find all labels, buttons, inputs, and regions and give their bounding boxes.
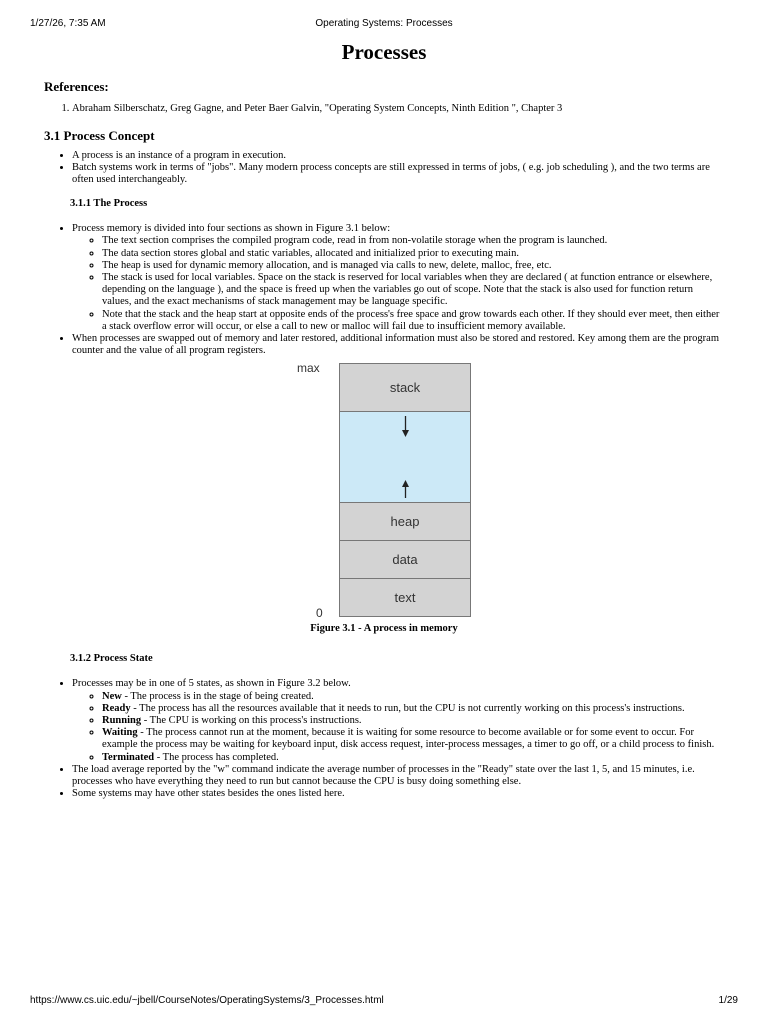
list-item: ◦ The heap is used for dynamic memory allocation, and is managed via calls to new, delete, malloc, free, etc.: [102, 260, 724, 272]
list-item: ◦ The stack is used for local variables. Space on the stack is reserved for local variables when they are declared ( at function entrance or elsewhere, depending on the language ), and the space is freed up when the variables go out of scope. Note that the stack is also used for function return values, and the exact mechanisms of stack management may be language specific.: [102, 272, 724, 309]
figure-caption: Figure 3.1 - A process in memory: [310, 623, 458, 635]
references-heading: References:: [44, 79, 109, 94]
state-desc: - The process cannot run at the moment, because it is waiting for some resource to become available or for some event to occur. For example the process may be waiting for keyboard input, disk access request, inter-process messages, a timer to go off, or a child process to finish.: [102, 727, 715, 751]
print-title: Operating Systems: Processes: [315, 18, 453, 29]
print-timestamp: 1/27/26, 7:35 AM: [30, 18, 106, 29]
stack-segment: [339, 363, 471, 412]
state-desc: - The process has all the resources available that it needs to run, but the CPU is not currently working on this process's instructions.: [130, 702, 685, 714]
section-3-1-2-list: [44, 678, 724, 800]
list-item: • A process is an instance of a program in execution.: [72, 150, 724, 162]
state-name: Ready: [102, 702, 131, 714]
print-page-number: 1/29: [718, 995, 738, 1006]
section-3-1-list: [44, 150, 724, 187]
list-item: • When processes are swapped out of memory and later restored, additional information must also be stored and restored. Key among them are the program counter and the value of all program registers.: [72, 333, 724, 357]
state-item-running: [102, 715, 724, 727]
state-desc: - The CPU is working on this process's instructions.: [141, 714, 362, 726]
state-item-waiting: [102, 727, 724, 751]
stack-label: stack: [389, 380, 421, 396]
memory-diagram: [44, 363, 724, 635]
state-name: Terminated: [102, 751, 155, 763]
section-heading-3-1-2: 3.1.2 Process State: [70, 653, 153, 665]
state-desc: - The process has completed.: [154, 751, 279, 763]
list-item: [72, 223, 724, 333]
list-item: ◦ Note that the stack and the heap start at opposite ends of the process's free space and grow towards each other. If they should ever meet, then either a stack overflow error will occur, or else a call to new or malloc will fail due to insufficient memory available.: [102, 309, 724, 333]
document-content: [44, 38, 724, 800]
state-item-terminated: [102, 752, 724, 764]
list-item-text: Process memory is divided into four sections as shown in Figure 3.1 below:: [72, 223, 391, 235]
state-name: New: [102, 690, 122, 702]
heap-segment: [339, 502, 471, 541]
list-item: ◦ The data section stores global and static variables, allocated and initialized prior to executing main.: [102, 248, 724, 260]
list-item: • The load average reported by the "w" command indicate the average number of processes in the "Ready" state over the last 1, 5, and 15 minutes, i.e. processes who have everything they need to run but cannot because the CPU is busy doing something else.: [72, 764, 724, 788]
text-segment: [339, 578, 471, 617]
section-heading-3-1-1: 3.1.1 The Process: [70, 198, 148, 210]
state-item-ready: [102, 703, 724, 715]
list-item: • Some systems may have other states besides the ones listed here.: [72, 788, 724, 800]
section-3-1-1-list: [44, 223, 724, 357]
free-space-segment: [339, 411, 471, 503]
process-states-list: [72, 691, 724, 764]
list-item: ◦ The text section comprises the compiled program code, read in from non-volatile storage when the program is launched.: [102, 235, 724, 247]
list-item: • Batch systems work in terms of "jobs". Many modern process concepts are still expressed in terms of jobs, ( e.g. job scheduling ), and the two terms are often used interchangeably.: [72, 162, 724, 186]
state-name: Running: [102, 714, 142, 726]
state-name: Waiting: [102, 727, 138, 739]
page-title: Processes: [341, 40, 427, 64]
max-label: max: [297, 361, 320, 376]
print-url: https://www.cs.uic.edu/~jbell/CourseNotes/OperatingSystems/3_Processes.html: [30, 995, 384, 1006]
heap-up-arrow-icon: [402, 480, 409, 498]
heap-label: heap: [390, 514, 420, 530]
list-item: [72, 678, 724, 763]
data-label: data: [392, 552, 418, 568]
section-heading-3-1: 3.1 Process Concept: [44, 127, 155, 143]
stack-down-arrow-icon: [402, 416, 409, 437]
reference-item: 1. Abraham Silberschatz, Greg Gagne, and Peter Baer Galvin, "Operating System Concepts, Ninth Edition ", Chapter 3: [72, 103, 724, 116]
list-item-text: Processes may be in one of 5 states, as shown in Figure 3.2 below.: [72, 678, 351, 690]
references-list: [44, 103, 724, 116]
text-label: text: [394, 590, 416, 606]
state-item-new: [102, 691, 724, 703]
zero-label: 0: [316, 606, 323, 621]
memory-sections-list: [72, 235, 724, 333]
growth-arrows: [340, 412, 472, 504]
state-desc: - The process is in the stage of being created.: [121, 690, 314, 702]
data-segment: [339, 540, 471, 579]
